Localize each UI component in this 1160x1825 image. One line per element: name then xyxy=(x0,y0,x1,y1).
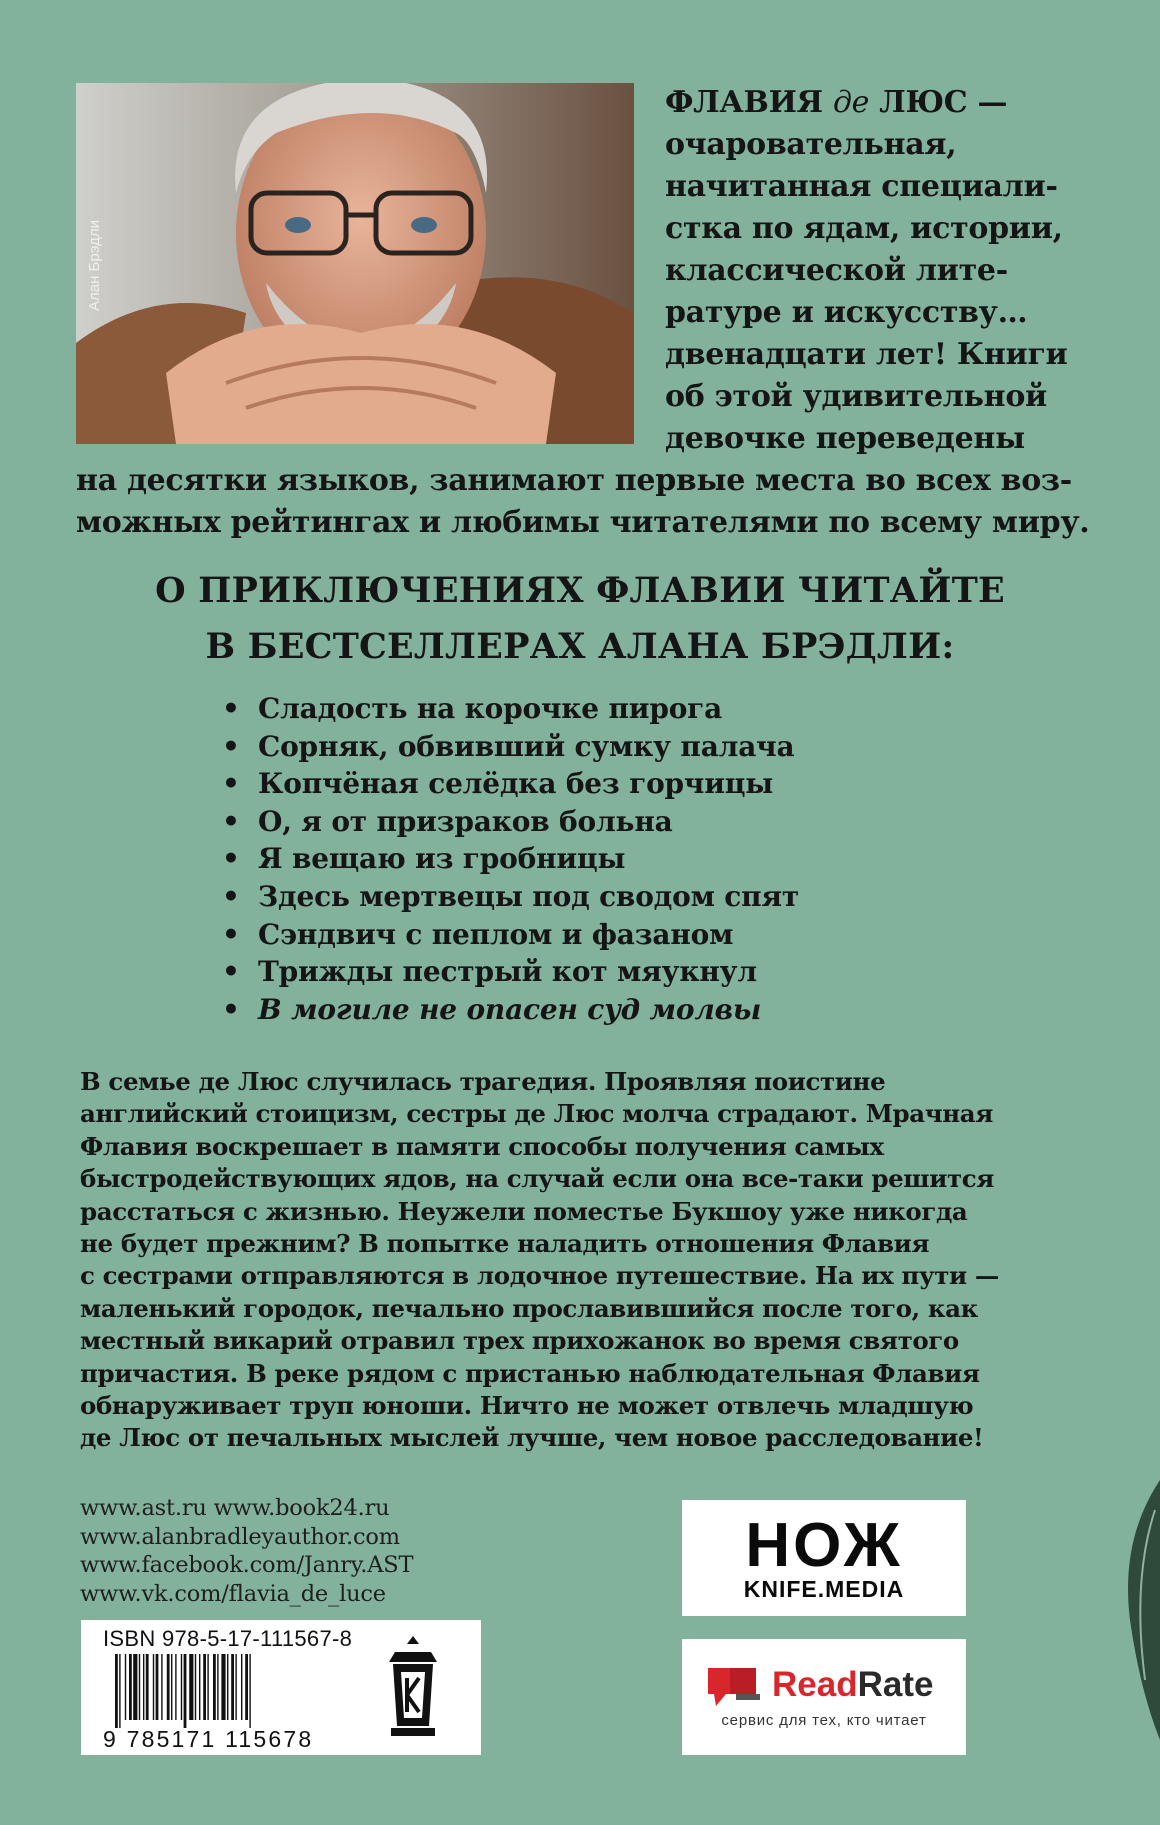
annotation-line: быстродействующих ядов, на случай если она все-таки решится xyxy=(80,1164,995,1194)
barcode-digits: 9 785171 115678 xyxy=(103,1726,314,1752)
bullet: • xyxy=(222,692,240,725)
annotation-line: де Люс от печальных мыслей лучше, чем новое расследование! xyxy=(80,1423,984,1453)
annotation-line: не будет прежним? В попытке наладить отношения Флавия xyxy=(80,1229,930,1258)
barcode-bar xyxy=(227,1654,228,1720)
readrate-logo xyxy=(682,1639,966,1755)
barcode-bar xyxy=(207,1654,208,1720)
author-photo xyxy=(76,83,634,444)
barcode-bar xyxy=(249,1654,250,1728)
bullet: • xyxy=(222,917,240,951)
photo-credit-text: Алан Брэдли xyxy=(86,220,103,311)
barcode-bar xyxy=(241,1654,242,1720)
book-list-item xyxy=(222,765,799,803)
decorative-leaf xyxy=(1110,1480,1160,1740)
bullet: • xyxy=(222,842,240,876)
bullet: • xyxy=(222,955,240,989)
barcode-bar xyxy=(143,1654,144,1720)
barcode-bar xyxy=(146,1654,149,1720)
book-title: Здесь мертвецы под сводом спят xyxy=(258,879,800,913)
readrate-tagline: сервис для тех, кто читает xyxy=(721,1712,927,1729)
barcode-bar xyxy=(129,1654,132,1720)
bullet: • xyxy=(222,992,240,1026)
intro-line: двенадцати лет! Книги xyxy=(665,337,1068,372)
bullet: • xyxy=(222,729,240,763)
barcode-bar xyxy=(184,1654,187,1728)
intro-line: ратуре и искусству… xyxy=(665,295,1028,330)
intro-line: классической лите- xyxy=(665,253,1008,288)
annotation-line: В семье де Люс случилась трагедия. Проявляя поистине xyxy=(80,1067,886,1096)
annotation-line: расстаться с жизнью. Неужели поместье Букшоу уже никогда xyxy=(80,1196,968,1226)
publisher-lantern-logo xyxy=(383,1634,443,1744)
book-title: Копчёная селёдка без горчицы xyxy=(258,767,774,801)
barcode-bar xyxy=(115,1654,118,1728)
barcode-bar xyxy=(199,1654,200,1720)
barcode-bar xyxy=(153,1654,154,1720)
barcode-bar xyxy=(167,1654,170,1720)
book-title: Я вещаю из гробницы xyxy=(258,842,626,876)
bullet: • xyxy=(222,879,240,913)
annotation-line: маленький городок, печально прославившийся после того, как xyxy=(80,1293,978,1323)
book-list-item xyxy=(222,728,799,766)
photo-credit xyxy=(76,205,106,311)
barcode-bar xyxy=(156,1654,159,1720)
book-title: Трижды пестрый кот мяукнул xyxy=(258,955,757,989)
barcode-bar xyxy=(175,1654,176,1720)
barcode-bar xyxy=(139,1654,140,1720)
annotation-line: причастия. В реке рядом с пристанью наблюдательная Флавия xyxy=(80,1358,980,1388)
intro-line-1 xyxy=(665,83,1007,123)
barcode-bar xyxy=(235,1654,236,1720)
series-heading-line-2: В БЕСТСЕЛЛЕРАХ АЛАНА БРЭДЛИ: xyxy=(205,626,955,667)
readrate-name xyxy=(772,1665,933,1705)
annotation-line: с сестрами отправляются в лодочное путешествие. На их пути — xyxy=(80,1261,1000,1291)
readrate-name-red: Read xyxy=(772,1665,858,1704)
barcode-bar xyxy=(195,1654,196,1720)
website-link-author[interactable]: www.alanbradleyauthor.com xyxy=(80,1523,400,1550)
barcode-bar xyxy=(161,1654,162,1720)
book-list-item xyxy=(222,916,799,954)
annotation-line: английский стоицизм, сестры де Люс молча страдают. Мрачная xyxy=(80,1099,993,1129)
barcode-bar xyxy=(133,1654,137,1720)
knife-logo-main: НОЖ xyxy=(745,1511,903,1580)
intro-line: стка по ядам, истории, xyxy=(665,211,1063,246)
barcode-bar xyxy=(119,1654,120,1728)
bullet: • xyxy=(222,804,240,838)
annotation-line: Флавия воскрешает в памяти способы получения самых xyxy=(80,1131,884,1161)
intro-name-rest: ЛЮС — xyxy=(869,85,1008,120)
knife-media-logo xyxy=(682,1500,966,1616)
book-title: Сорняк, обвивший сумку палача xyxy=(258,729,795,763)
intro-line: очаровательная, xyxy=(665,127,957,162)
book-title: О, я от призраков больна xyxy=(258,804,673,838)
knife-logo-sub: KNIFE.MEDIA xyxy=(743,1576,905,1602)
intro-name-italic: де xyxy=(832,85,870,120)
bullet: • xyxy=(222,767,240,801)
readrate-book-icon xyxy=(706,1664,762,1708)
book-list-item xyxy=(222,878,799,916)
barcode-bar xyxy=(231,1654,234,1720)
barcode-bar xyxy=(221,1654,225,1720)
barcode-bar xyxy=(181,1654,182,1720)
barcode-bar xyxy=(217,1654,218,1720)
book-title-current: В могиле не опасен суд молвы xyxy=(258,992,762,1026)
intro-full-line: на десятки языков, занимают первые места во всех воз- xyxy=(76,463,1072,498)
book-list-item xyxy=(222,690,799,728)
intro-line: начитанная специали- xyxy=(665,169,1058,204)
book-title: Сэндвич с пеплом и фазаном xyxy=(258,917,734,951)
book-list xyxy=(222,690,799,1028)
barcode-bar xyxy=(245,1654,248,1720)
intro-line: девочке переведены xyxy=(665,421,1025,456)
book-title: Сладость на корочке пирога xyxy=(258,692,723,725)
barcode-bar xyxy=(125,1654,126,1720)
readrate-name-dark: Rate xyxy=(857,1665,934,1704)
barcode-bar xyxy=(203,1654,206,1720)
series-heading-line-1: О ПРИКЛЮЧЕНИЯХ ФЛАВИИ ЧИТАЙТЕ xyxy=(155,570,1005,611)
barcode-bar xyxy=(189,1654,193,1720)
barcode-bars xyxy=(115,1654,345,1728)
intro-full-line: можных рейтингах и любимы читателями по всему миру. xyxy=(76,505,1090,540)
intro-name-caps: ФЛАВИЯ xyxy=(665,85,833,120)
book-list-item-current xyxy=(222,991,799,1029)
website-link-vk[interactable]: www.vk.com/flavia_de_luce xyxy=(80,1580,386,1607)
annotation-line: обнаруживает труп юноши. Ничто не может отвлечь младшую xyxy=(80,1391,974,1420)
annotation-line: местный викарий отравил трех прихожанок во время святого xyxy=(80,1326,959,1356)
isbn-number: ISBN 978-5-17-111567-8 xyxy=(103,1626,353,1651)
book-list-item xyxy=(222,840,799,878)
intro-line: об этой удивительной xyxy=(665,379,1047,414)
website-link-facebook[interactable]: www.facebook.com/Janry.AST xyxy=(80,1552,414,1578)
barcode-panel xyxy=(81,1620,481,1755)
book-list-item xyxy=(222,953,799,991)
book-list-item xyxy=(222,803,799,841)
barcode-bar xyxy=(171,1654,172,1720)
barcode-bar xyxy=(213,1654,216,1720)
website-link-ast-book24[interactable]: www.ast.ru www.book24.ru xyxy=(80,1495,390,1521)
